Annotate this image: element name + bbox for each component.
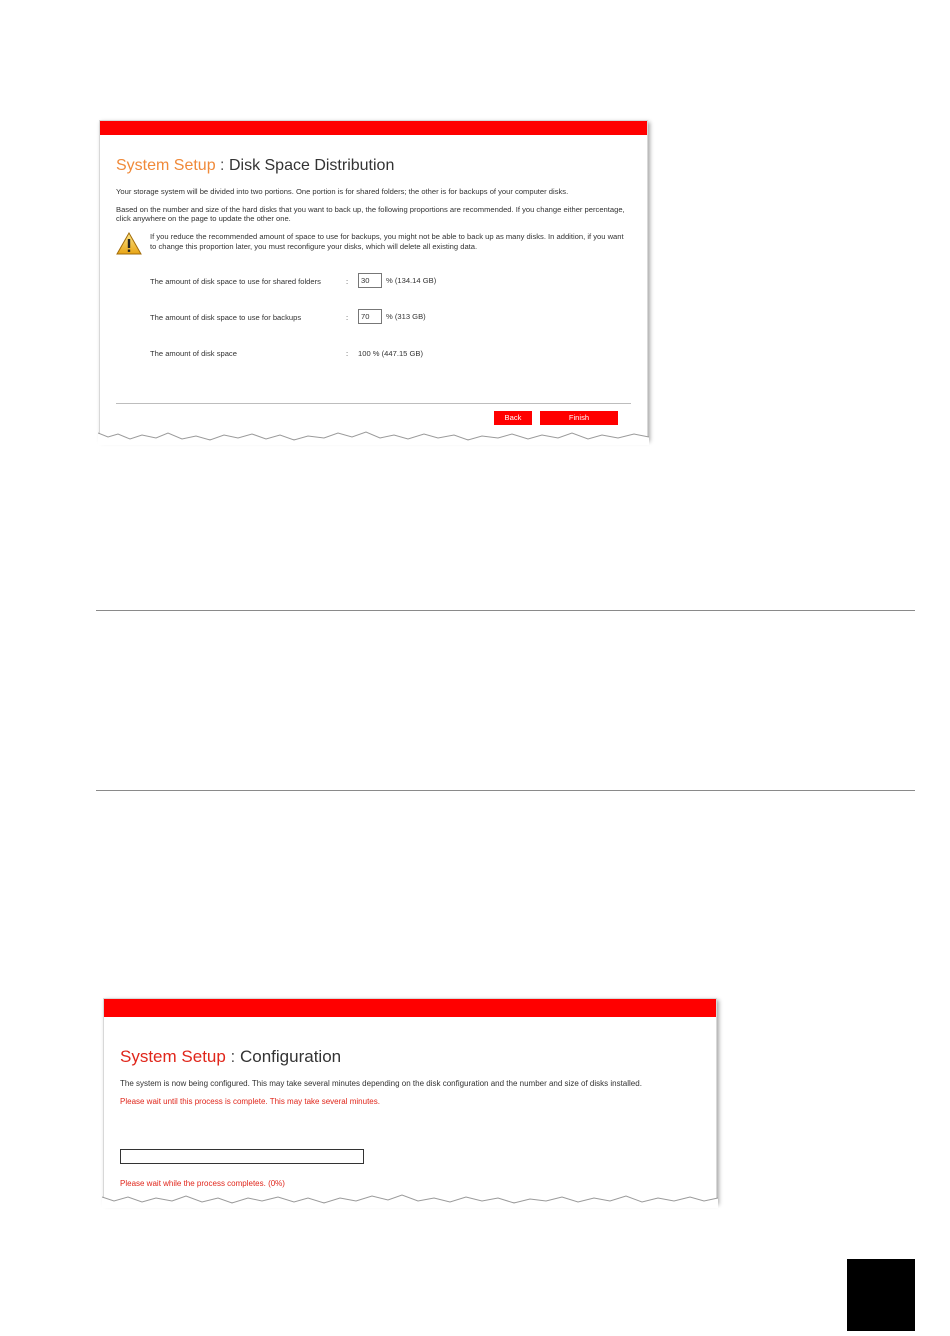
- backups-size: % (313 GB): [386, 312, 426, 321]
- top-red-bar: [100, 121, 647, 135]
- colon: :: [346, 277, 349, 286]
- disk-space-distribution-screenshot: [99, 120, 648, 440]
- intro-paragraph: Your storage system will be divided into two portions. One portion is for shared folders; the other is for backups of your computer disks.: [116, 187, 569, 196]
- warning-text: If you reduce the recommended amount of space to use for backups, you might not be able to back up as many disks. In addition, if you want to change this proportion later, you must reconfigure your disks, which will delete all existing data.: [150, 232, 624, 251]
- configuring-paragraph: The system is now being configured. This may take several minutes depending on the disk configuration and the number and size of disks installed.: [120, 1079, 642, 1088]
- title-separator: :: [215, 157, 229, 174]
- wait-message: Please wait until this process is complete. This may take several minutes.: [120, 1097, 380, 1106]
- page-title: [120, 1047, 700, 1067]
- total-space-row: [116, 341, 631, 377]
- progress-bar: [120, 1149, 364, 1164]
- colon: :: [346, 349, 349, 358]
- torn-edge: [102, 1192, 718, 1208]
- warning-block: [116, 232, 631, 261]
- progress-status-text: Please wait while the process completes. (0%): [120, 1179, 285, 1188]
- footer-divider: [116, 403, 631, 404]
- section-rule-top: [96, 610, 915, 611]
- shared-folders-label: The amount of disk space to use for shared folders: [150, 277, 321, 286]
- colon: :: [346, 313, 349, 322]
- finish-button[interactable]: Finish: [540, 411, 618, 425]
- total-space-label: The amount of disk space: [150, 349, 237, 358]
- section-rule-bottom: [96, 790, 915, 791]
- back-button[interactable]: Back: [494, 411, 532, 425]
- configuration-screenshot: [103, 998, 717, 1203]
- shared-folders-size: % (134.14 GB): [386, 276, 437, 285]
- recommendation-paragraph: Based on the number and size of the hard disks that you want to back up, the following proportions are recommended. If you change either percentage, click anywhere on the page to update the other one.: [116, 205, 625, 223]
- backups-label: The amount of disk space to use for backups: [150, 313, 302, 322]
- title-system-setup: System Setup: [120, 1047, 226, 1066]
- page-title: [116, 157, 631, 175]
- shared-folders-percent-input[interactable]: 30: [358, 273, 382, 288]
- top-red-bar: [104, 999, 716, 1017]
- title-separator: :: [225, 1047, 240, 1066]
- title-section: Disk Space Distribution: [228, 157, 395, 174]
- backups-row: [116, 305, 631, 341]
- backups-percent-input[interactable]: 70: [358, 309, 382, 324]
- torn-edge: [98, 429, 649, 445]
- shared-folders-row: [116, 269, 631, 305]
- page-tab-block: [847, 1259, 915, 1331]
- title-section: Configuration: [240, 1047, 342, 1066]
- title-system-setup: System Setup: [116, 157, 216, 174]
- total-space-value: 100 % (447.15 GB): [358, 349, 424, 358]
- warning-triangle-icon: [116, 232, 144, 261]
